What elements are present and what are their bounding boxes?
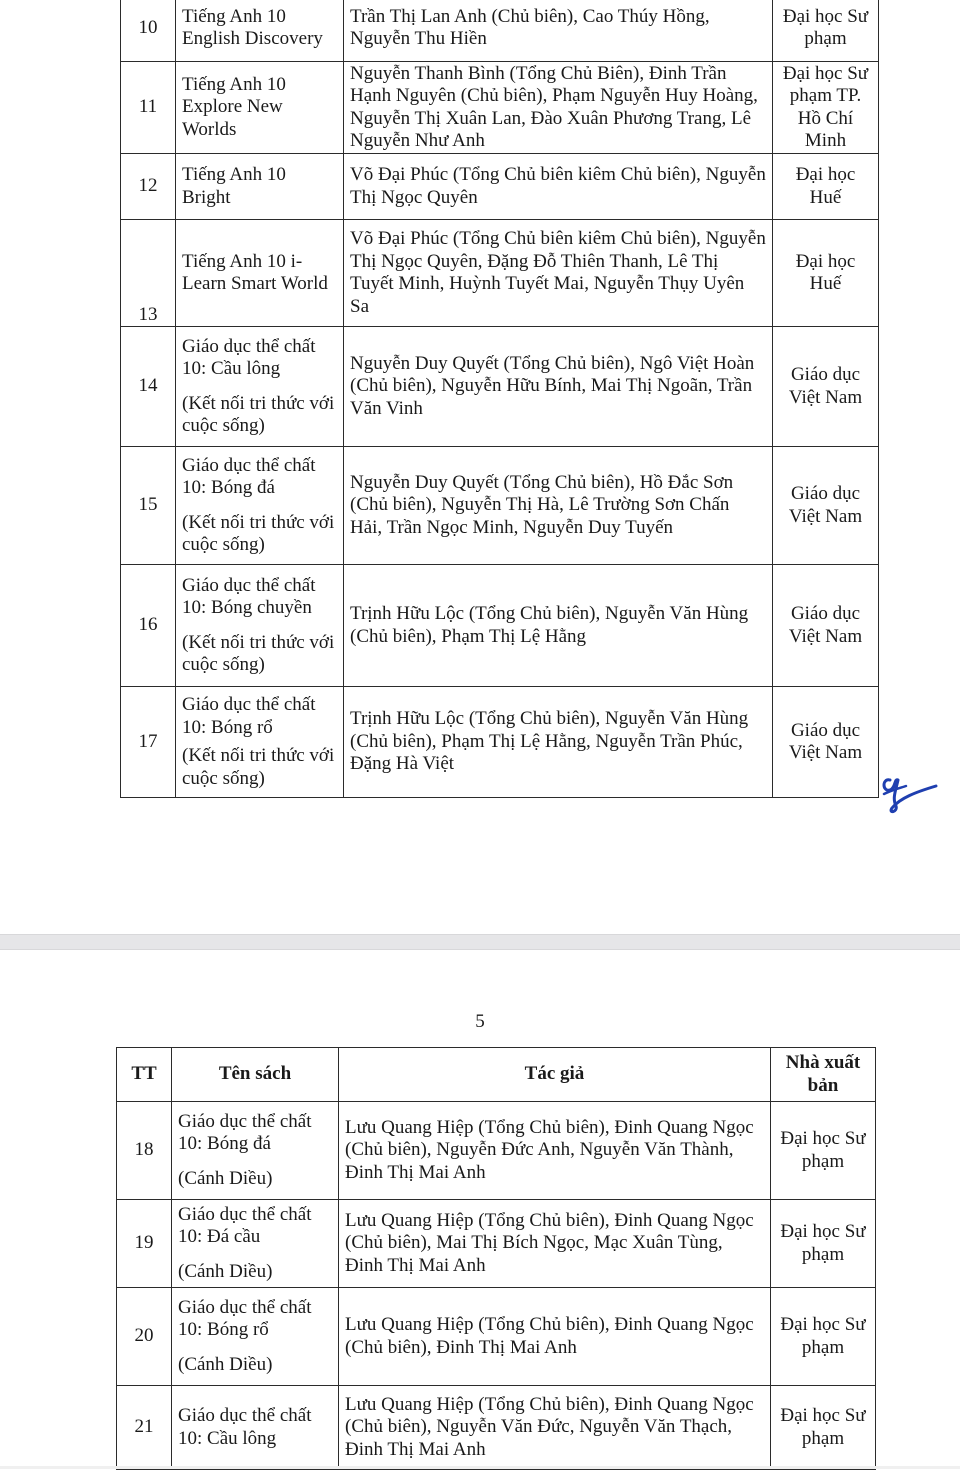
column-header-nha-xuat-ban: Nhà xuất bản xyxy=(771,1048,876,1102)
row-number: 20 xyxy=(117,1288,172,1386)
book-list-table-page-4 xyxy=(120,0,879,798)
column-header-tac-gia: Tác giả xyxy=(339,1048,771,1102)
row-number: 17 xyxy=(121,687,176,798)
signature-mark xyxy=(876,768,940,818)
row-number: 13 xyxy=(121,220,176,327)
book-authors: Nguyễn Duy Quyết (Tổng Chủ biên), Ngô Việt Hoàn (Chủ biên), Nguyễn Hữu Bính, Mai Thị Ngoãn, Trần Văn Vinh xyxy=(344,327,773,447)
book-authors: Lưu Quang Hiệp (Tổng Chủ biên), Đinh Quang Ngọc (Chủ biên), Đinh Thị Mai Anh xyxy=(339,1288,771,1386)
signature-stroke xyxy=(884,780,936,812)
book-title: Giáo dục thể chất 10: Bóng đá (Kết nối tri thức với cuộc sống) xyxy=(176,447,344,565)
table-row xyxy=(121,565,879,687)
book-publisher: Đại học Sư phạm xyxy=(771,1200,876,1288)
book-authors: Võ Đại Phúc (Tổng Chủ biên kiêm Chủ biên), Nguyễn Thị Ngọc Quyên, Đặng Đỗ Thiên Thanh, Lê Thị Tuyết Minh, Huỳnh Tuyết Mai, Nguyễn Thụy Uyên Sa xyxy=(344,220,773,327)
table-header-row xyxy=(117,1048,876,1102)
table-row xyxy=(121,220,879,327)
book-title: Giáo dục thể chất 10: Bóng chuyền (Kết nối tri thức với cuộc sống) xyxy=(176,565,344,687)
book-publisher: Đại học Sư phạm xyxy=(771,1288,876,1386)
book-authors: Trịnh Hữu Lộc (Tổng Chủ biên), Nguyễn Văn Hùng (Chủ biên), Phạm Thị Lệ Hằng xyxy=(344,565,773,687)
row-number: 15 xyxy=(121,447,176,565)
book-authors: Nguyễn Duy Quyết (Tổng Chủ biên), Hồ Đắc Sơn (Chủ biên), Nguyễn Thị Hà, Lê Trường Sơn Chấn Hải, Trần Ngọc Minh, Nguyễn Duy Tuyến xyxy=(344,447,773,565)
book-authors: Nguyễn Thanh Bình (Tổng Chủ Biên), Đinh Trần Hạnh Nguyên (Chủ biên), Phạm Nguyễn Huy Hoàng, Nguyễn Thị Xuân Lan, Đào Xuân Phương Trang, Lê Nguyễn Như Anh xyxy=(344,62,773,154)
table-row xyxy=(117,1200,876,1288)
book-publisher: Giáo dục Việt Nam xyxy=(773,565,879,687)
row-number: 21 xyxy=(117,1386,172,1470)
table-row xyxy=(121,0,879,62)
table-row xyxy=(121,327,879,447)
book-title: Tiếng Anh 10 Bright xyxy=(176,154,344,220)
book-publisher: Đại học Sư phạm xyxy=(771,1102,876,1200)
book-publisher: Đại học Huế xyxy=(773,154,879,220)
book-title: Giáo dục thể chất 10: Bóng đá (Cánh Diều) xyxy=(172,1102,339,1200)
table-row xyxy=(121,62,879,154)
table-row xyxy=(121,154,879,220)
page-number: 5 xyxy=(475,1011,485,1032)
book-publisher: Đại học Huế xyxy=(773,220,879,327)
book-list-table-page-5 xyxy=(116,1047,876,1470)
row-number: 11 xyxy=(121,62,176,154)
row-number: 19 xyxy=(117,1200,172,1288)
book-publisher: Giáo dục Việt Nam xyxy=(773,447,879,565)
table-row xyxy=(117,1102,876,1200)
book-title: Giáo dục thể chất 10: Bóng rổ (Cánh Diều) xyxy=(172,1288,339,1386)
book-authors: Lưu Quang Hiệp (Tổng Chủ biên), Đinh Quang Ngọc (Chủ biên), Nguyễn Văn Đức, Nguyễn Văn Thạch, Đinh Thị Mai Anh xyxy=(339,1386,771,1470)
row-number: 18 xyxy=(117,1102,172,1200)
column-header-tt: TT xyxy=(117,1048,172,1102)
book-publisher: Đại học Sư phạm TP. Hồ Chí Minh xyxy=(773,62,879,154)
book-title: Giáo dục thể chất 10: Cầu lông xyxy=(172,1386,339,1470)
page-separator xyxy=(0,934,960,950)
book-publisher: Giáo dục Việt Nam xyxy=(773,327,879,447)
book-authors: Lưu Quang Hiệp (Tổng Chủ biên), Đinh Quang Ngọc (Chủ biên), Nguyễn Đức Anh, Nguyễn Văn Thành, Đinh Thị Mai Anh xyxy=(339,1102,771,1200)
table-row xyxy=(121,687,879,798)
row-number: 14 xyxy=(121,327,176,447)
book-title: Tiếng Anh 10 English Discovery xyxy=(176,0,344,62)
book-title: Giáo dục thể chất 10: Cầu lông (Kết nối tri thức với cuộc sống) xyxy=(176,327,344,447)
table-row xyxy=(121,447,879,565)
table-row xyxy=(117,1288,876,1386)
book-publisher: Đại học Sư phạm xyxy=(773,0,879,62)
book-authors: Trần Thị Lan Anh (Chủ biên), Cao Thúy Hồng, Nguyễn Thu Hiền xyxy=(344,0,773,62)
book-authors: Lưu Quang Hiệp (Tổng Chủ biên), Đinh Quang Ngọc (Chủ biên), Mai Thị Bích Ngọc, Mạc Xuân Tùng, Đinh Thị Mai Anh xyxy=(339,1200,771,1288)
row-number: 10 xyxy=(121,0,176,62)
book-title: Tiếng Anh 10 Explore New Worlds xyxy=(176,62,344,154)
book-publisher: Đại học Sư phạm xyxy=(771,1386,876,1470)
book-publisher: Giáo dục Việt Nam xyxy=(773,687,879,798)
row-number: 12 xyxy=(121,154,176,220)
column-header-ten-sach: Tên sách xyxy=(172,1048,339,1102)
book-authors: Trịnh Hữu Lộc (Tổng Chủ biên), Nguyễn Văn Hùng (Chủ biên), Phạm Thị Lệ Hằng, Nguyễn Trần Phúc, Đặng Hà Việt xyxy=(344,687,773,798)
book-title: Giáo dục thể chất 10: Bóng rổ (Kết nối tri thức với cuộc sống) xyxy=(176,687,344,798)
book-title: Giáo dục thể chất 10: Đá cầu (Cánh Diều) xyxy=(172,1200,339,1288)
book-title: Tiếng Anh 10 i-Learn Smart World xyxy=(176,220,344,327)
table-row xyxy=(117,1386,876,1470)
book-authors: Võ Đại Phúc (Tổng Chủ biên kiêm Chủ biên), Nguyễn Thị Ngọc Quyên xyxy=(344,154,773,220)
row-number: 16 xyxy=(121,565,176,687)
